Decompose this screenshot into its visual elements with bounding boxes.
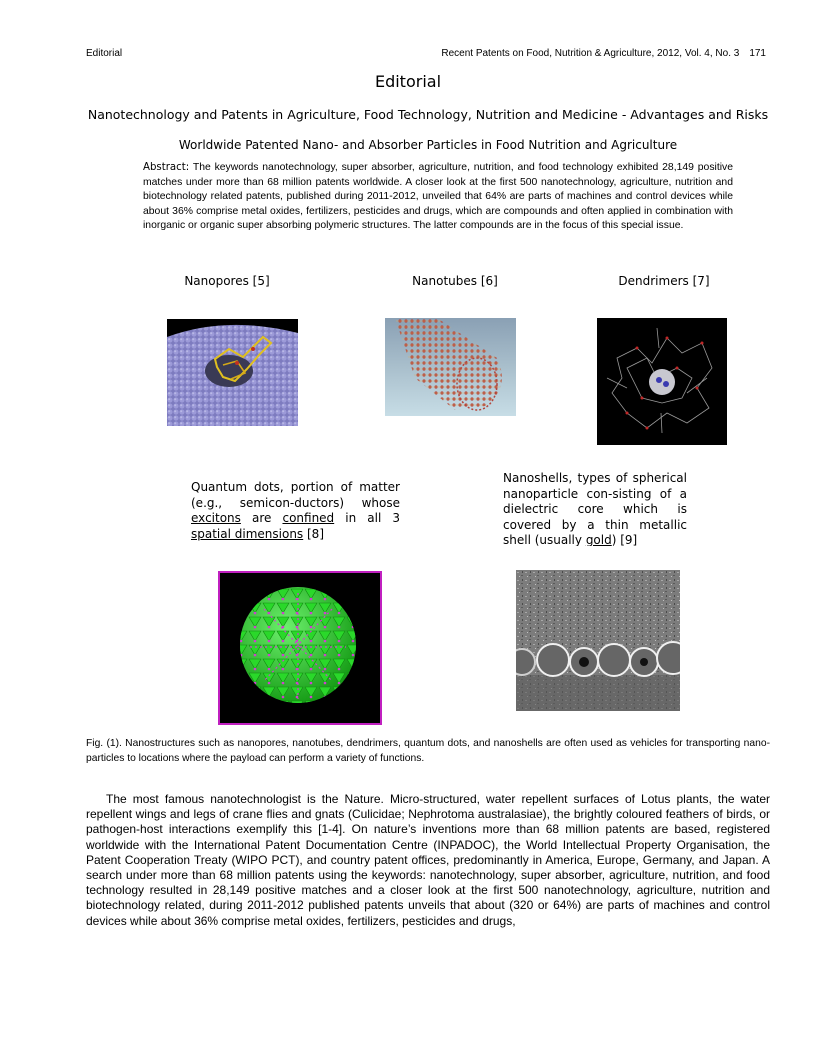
running-header-journal bbox=[431, 48, 766, 59]
qd-text: in all 3 bbox=[334, 511, 400, 525]
ns-text: Nanoshells, types of spherical nanoparticle con-sisting of a dielectric core which is covered by a thin metallic shell (usually bbox=[503, 471, 687, 546]
qd-citation: [8] bbox=[303, 526, 324, 541]
article-title: Nanotechnology and Patents in Agriculture, Food Technology, Nutrition and Medicine - Advantages and Risks bbox=[87, 107, 769, 122]
quantum-dots-description bbox=[191, 480, 400, 542]
page-number: 171 bbox=[749, 48, 766, 59]
page-title: Editorial bbox=[374, 72, 442, 91]
link-gold[interactable]: gold bbox=[585, 533, 612, 546]
nanotubes-image bbox=[385, 318, 516, 416]
panel-label-nanotubes: Nanotubes [6] bbox=[412, 274, 498, 288]
panel-label-dendrimers: Dendrimers [7] bbox=[618, 274, 710, 288]
nanopores-image bbox=[167, 319, 298, 426]
journal-citation: Recent Patents on Food, Nutrition & Agriculture, 2012, Vol. 4, No. 3 bbox=[441, 48, 740, 59]
qd-text: Quantum dots, portion of matter (e.g., semicon-ductors) whose bbox=[191, 480, 400, 510]
figure-caption: Fig. (1). Nanostructures such as nanopores, nanotubes, dendrimers, quantum dots, and nanoshells are often used as vehicles for transporting nano-particles to locations where the payload can perform a variety of functions. bbox=[86, 738, 770, 764]
abstract-text: The keywords nanotechnology, super absorber, agriculture, nutrition, and food technology exhibited 28,149 positive matches under more than 68 million patents worldwide. A closer look at the first 500 nanotechnology, agriculture, nutrition and biotechnology related patents, published during 2011-2012, unveiled that 64% are parts of machines and control devices while about 36% comprise metal oxides, fertilizers, pesticides and drugs, which are compounds and often applied in combination with inorganic or organic super absorbing polymeric structures. The latter compounds are in the focus of this special issue. bbox=[143, 162, 733, 232]
qd-text: are bbox=[240, 511, 283, 525]
link-confined[interactable]: confined bbox=[282, 511, 335, 525]
nanoshells-description bbox=[503, 471, 687, 546]
ns-citation: ) [9] bbox=[611, 533, 638, 546]
panel-label-nanopores: Nanopores [5] bbox=[184, 274, 270, 288]
abstract-label: Abstract: bbox=[143, 162, 190, 173]
link-excitons[interactable]: excitons bbox=[191, 511, 241, 525]
body-text bbox=[86, 792, 770, 929]
body-paragraph: The most famous nanotechnologist is the Nature. Micro-structured, water repellent surfaces of Lotus plants, the water repellent wings and legs of crane flies and gnats (Culicidae; Nephrotoma australasiae), the brightly coloured feathers of birds, or pathogen-host interactions exemplify this [1-4]. On nature’s inventions more than 68 million patents are based, registered worldwide with the International Patent Documentation Centre (INPADOC), the World Intellectual Property Organisation, the Patent Cooperation Treaty (WIPO PCT), and country patent offices, predominantly in America, Europe, Germany, and Japan. A search under more than 68 million patents using the keywords: nanotechnology, super absorber, agriculture, nutrition, and food technology resulted in 28,149 positive matches and a closer look at the first 500 nanotechnology, agriculture, nutrition and biotechnology related, during 2011-2012 published patents unveils that about (320 or 64%) are parts of machines and control devices while about 36% comprise metal oxides, fertilizers, pesticides and drugs, bbox=[86, 792, 770, 928]
abstract bbox=[143, 161, 733, 234]
quantum-dots-image bbox=[218, 571, 382, 725]
link-spatial-dimensions[interactable]: spatial dimensions bbox=[191, 526, 304, 541]
nanoshells-image bbox=[516, 570, 680, 711]
article-subtitle: Worldwide Patented Nano- and Absorber Particles in Food Nutrition and Agriculture bbox=[178, 138, 678, 152]
running-header-section: Editorial bbox=[86, 48, 123, 59]
dendrimers-image bbox=[597, 318, 727, 445]
